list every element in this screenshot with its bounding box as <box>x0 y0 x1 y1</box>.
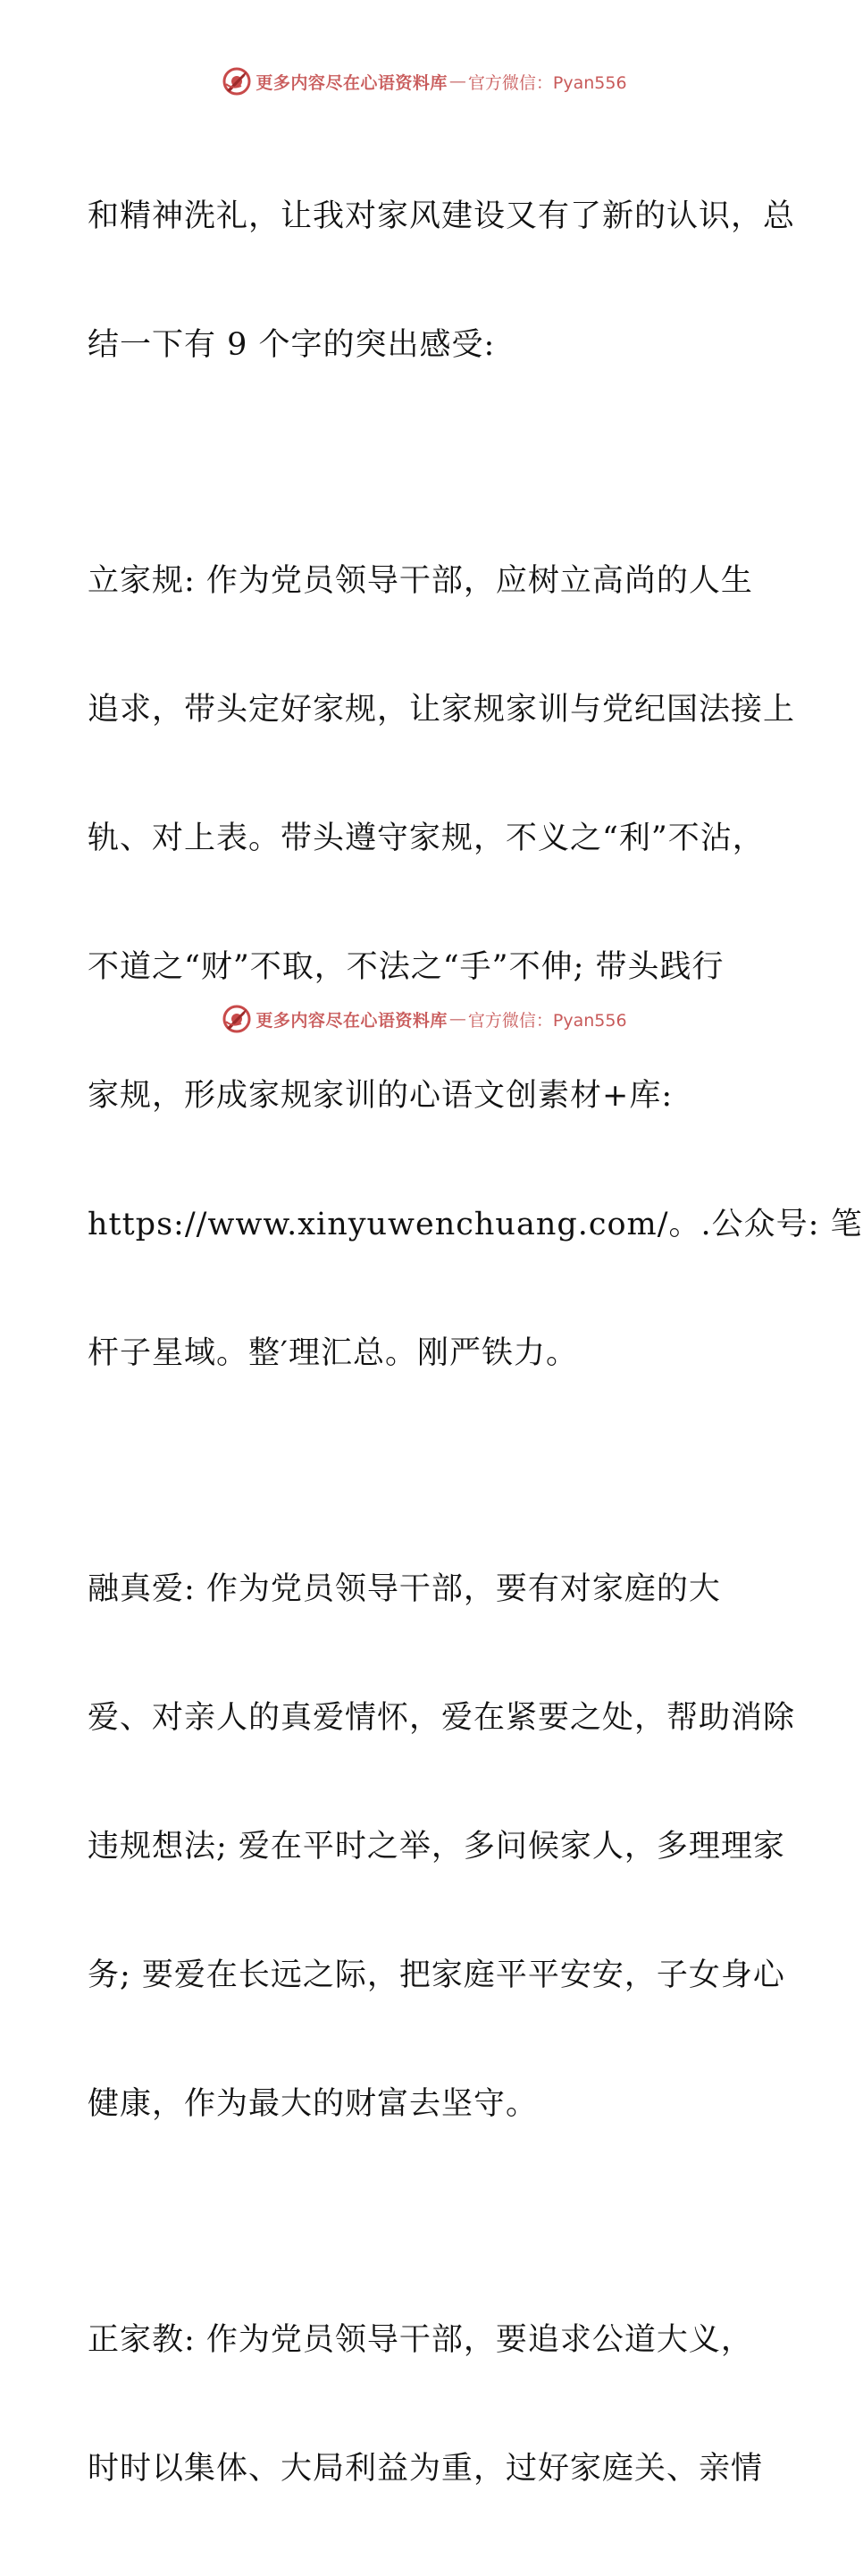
watermark-account: 官方微信：Pyan556 <box>467 72 627 93</box>
paragraph-family-education <box>88 2233 767 2576</box>
watermark-title: 更多内容尽在心语资料库 <box>256 72 448 93</box>
text-line: 轨、对上表。带头遵守家规，不义之“利”不沾， <box>88 821 765 856</box>
header-watermark <box>0 65 849 97</box>
logo-icon <box>222 1004 252 1034</box>
watermark-title: 更多内容尽在心语资料库 <box>256 1010 448 1031</box>
text-line: 爱、对亲人的真爱情怀，爱在紧要之处，帮助消除 <box>88 1700 796 1736</box>
footer-watermark <box>0 1003 849 1035</box>
watermark-dash: — <box>448 72 466 91</box>
document-body <box>88 109 863 2576</box>
logo-icon <box>222 66 252 97</box>
text-line: 立家规: 作为党员领导干部，应树立高尚的人生 <box>88 563 753 599</box>
text-line: 健康，作为最大的财富去坚守。 <box>88 2086 539 2122</box>
text-line: 务; 要爱在长远之际，把家庭平平安安，子女身心 <box>88 1957 785 1993</box>
paragraph-intro <box>88 109 796 452</box>
text-line: 杆子星域。整′理汇总。刚严铁力。 <box>88 1335 578 1371</box>
text-line: 不道之“财”不取，不法之“手”不伸; 带头践行 <box>88 949 725 985</box>
text-line: 结一下有 9 个字的突出感受: <box>88 327 496 363</box>
text-line: 正家教: 作为党员领导干部，要追求公道大义， <box>88 2322 753 2358</box>
text-line: 融真爱: 作为党员领导干部，要有对家庭的大 <box>88 1571 721 1607</box>
watermark-dash: — <box>448 1009 466 1029</box>
paragraph-true-love <box>88 1482 796 2211</box>
watermark-account: 官方微信：Pyan556 <box>467 1010 627 1031</box>
text-line: 违规想法; 爱在平时之举，多问候家人，多理理家 <box>88 1829 785 1865</box>
paragraph-family-rules <box>88 474 863 1461</box>
text-line: 和精神洗礼，让我对家风建设又有了新的认识，总 <box>88 198 796 234</box>
text-line: 时时以集体、大局利益为重，过好家庭关、亲情 <box>88 2451 764 2487</box>
text-line: 家规，形成家规家训的心语文创素材+库: <box>88 1078 674 1114</box>
text-line: 追求，带头定好家规，让家规家训与党纪国法接上 <box>88 692 796 728</box>
text-line: https://www.xinyuwenchuang.com/。.公众号: 笔 <box>88 1207 863 1242</box>
